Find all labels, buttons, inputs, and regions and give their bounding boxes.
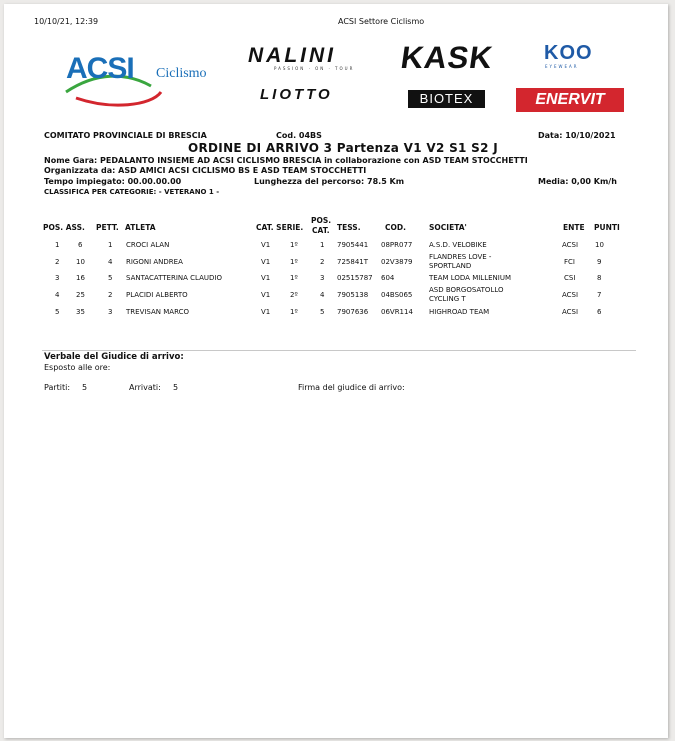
nalini-logo: NALINI <box>248 44 336 67</box>
document-page <box>4 4 668 738</box>
cell-punti: 9 <box>597 258 602 266</box>
cell-poscat: 5 <box>320 308 325 316</box>
cell-cod: 604 <box>381 274 395 282</box>
committee-name: COMITATO PROVINCIALE DI BRESCIA <box>44 131 207 140</box>
cell-ente: ACSI <box>562 291 579 299</box>
header-ente: ENTE <box>563 223 585 232</box>
enervit-logo: ENERVIT <box>516 88 624 112</box>
cell-pett: 5 <box>108 274 113 282</box>
cell-societa-line2: SPORTLAND <box>429 262 472 270</box>
acsi-logo-mark: ACSI <box>66 52 134 85</box>
arrivati-value: 5 <box>173 383 179 392</box>
cell-tess: 7905138 <box>337 291 369 299</box>
route-length: Lunghezza del percorso: 78.5 Km <box>254 177 405 186</box>
cell-atleta: PLACIDI ALBERTO <box>126 291 188 299</box>
print-datetime: 10/10/21, 12:39 <box>34 17 99 26</box>
time-taken: Tempo impiegato: 00.00.00.00 <box>44 177 182 186</box>
partiti-label: Partiti: <box>44 383 71 392</box>
koo-tagline: EYEWEAR <box>545 64 579 69</box>
cell-serie: 1º <box>290 308 298 316</box>
cell-cat: V1 <box>261 291 271 299</box>
section-divider <box>42 350 636 351</box>
cell-poscat: 3 <box>320 274 325 282</box>
cell-ente: ACSI <box>562 241 579 249</box>
cell-ass: 10 <box>76 258 85 266</box>
cell-atleta: SANTACATTERINA CLAUDIO <box>126 274 222 282</box>
cell-poscat: 2 <box>320 258 325 266</box>
cell-tess: 7905441 <box>337 241 369 249</box>
cell-serie: 1º <box>290 274 298 282</box>
cell-cod: 06VR114 <box>381 308 413 316</box>
verbale-heading: Verbale del Giudice di arrivo: <box>44 352 184 362</box>
cell-pos: 3 <box>55 274 60 282</box>
arrivati-label: Arrivati: <box>129 383 161 392</box>
cell-societa: ASD BORGOSATOLLO <box>429 286 504 294</box>
cell-pos: 2 <box>55 258 60 266</box>
race-name: Nome Gara: PEDALANTO INSIEME AD ACSI CICLISMO BRESCIA in collaborazione con ASD TEAM STOCCHETTI <box>44 156 528 165</box>
cell-societa-line2: CYCLING T <box>429 295 466 303</box>
cell-poscat: 1 <box>320 241 325 249</box>
cell-atleta: RIGONI ANDREA <box>126 258 183 266</box>
cell-pett: 1 <box>108 241 113 249</box>
cell-pett: 4 <box>108 258 113 266</box>
cell-punti: 8 <box>597 274 602 282</box>
cell-serie: 1º <box>290 241 298 249</box>
cell-ass: 25 <box>76 291 85 299</box>
header-punti: PUNTI <box>594 223 620 232</box>
cell-pos: 5 <box>55 308 60 316</box>
cell-punti: 10 <box>595 241 604 249</box>
cell-cod: 08PR077 <box>381 241 413 249</box>
cell-ass: 35 <box>76 308 85 316</box>
cell-ente: FCI <box>564 258 575 266</box>
cell-atleta: CROCI ALAN <box>126 241 170 249</box>
cell-ente: CSI <box>564 274 576 282</box>
liotto-logo: LIOTTO <box>260 86 333 103</box>
cell-punti: 6 <box>597 308 602 316</box>
biotex-logo: BIOTEX <box>408 90 485 108</box>
cell-cod: 04BS065 <box>381 291 413 299</box>
cell-ass: 16 <box>76 274 85 282</box>
esposto-label: Esposto alle ore: <box>44 363 111 372</box>
judge-signature-label: Firma del giudice di arrivo: <box>298 383 405 392</box>
cell-societa: HIGHROAD TEAM <box>429 308 490 316</box>
header-pos-cat-1: POS. <box>311 216 332 225</box>
header-cod: COD. <box>385 223 406 232</box>
cell-punti: 7 <box>597 291 602 299</box>
cell-tess: 725841T <box>337 258 368 266</box>
cell-cat: V1 <box>261 308 271 316</box>
header-pos-ass: POS. ASS. <box>43 223 85 232</box>
header-societa: SOCIETA' <box>429 223 467 232</box>
race-date: Data: 10/10/2021 <box>538 131 616 140</box>
kask-logo: KASK <box>398 40 496 75</box>
cell-tess: 7907636 <box>337 308 369 316</box>
acsi-logo-sub: Ciclismo <box>156 66 207 81</box>
print-header-title: ACSI Settore Ciclismo <box>338 17 425 26</box>
committee-code: Cod. 04BS <box>276 131 322 140</box>
category-line: CLASSIFICA PER CATEGORIE: - VETERANO 1 - <box>44 188 220 196</box>
header-cat-serie: CAT. SERIE. <box>256 223 304 232</box>
cell-atleta: TREVISAN MARCO <box>126 308 189 316</box>
cell-societa: FLANDRES LOVE - <box>429 253 492 261</box>
cell-societa: A.S.D. VELOBIKE <box>429 241 487 249</box>
partiti-value: 5 <box>82 383 88 392</box>
cell-pos: 1 <box>55 241 60 249</box>
cell-cod: 02V3879 <box>381 258 413 266</box>
cell-pett: 3 <box>108 308 113 316</box>
cell-pett: 2 <box>108 291 113 299</box>
header-pos-cat-2: CAT. <box>312 226 330 235</box>
page-title: ORDINE DI ARRIVO 3 Partenza V1 V2 S1 S2 J <box>188 141 499 155</box>
cell-ass: 6 <box>78 241 83 249</box>
koo-logo: KOO <box>544 42 593 64</box>
cell-cat: V1 <box>261 274 271 282</box>
organizer-line-1: Organizzata da: ASD AMICI ACSI CICLISMO BS E ASD TEAM STOCCHETTI <box>44 166 367 175</box>
nalini-tagline: PASSION · ON · TOUR <box>274 66 355 71</box>
header-tess: TESS. <box>337 223 361 232</box>
cell-serie: 1º <box>290 258 298 266</box>
cell-pos: 4 <box>55 291 60 299</box>
cell-societa: TEAM LODA MILLENIUM <box>429 274 511 282</box>
header-pett: PETT. <box>96 223 119 232</box>
cell-serie: 2º <box>290 291 298 299</box>
cell-cat: V1 <box>261 258 271 266</box>
cell-cat: V1 <box>261 241 271 249</box>
cell-ente: ACSI <box>562 308 579 316</box>
cell-tess: 02515787 <box>337 274 373 282</box>
header-atleta: ATLETA <box>125 223 156 232</box>
average-speed: Media: 0,00 Km/h <box>538 177 617 186</box>
cell-poscat: 4 <box>320 291 325 299</box>
